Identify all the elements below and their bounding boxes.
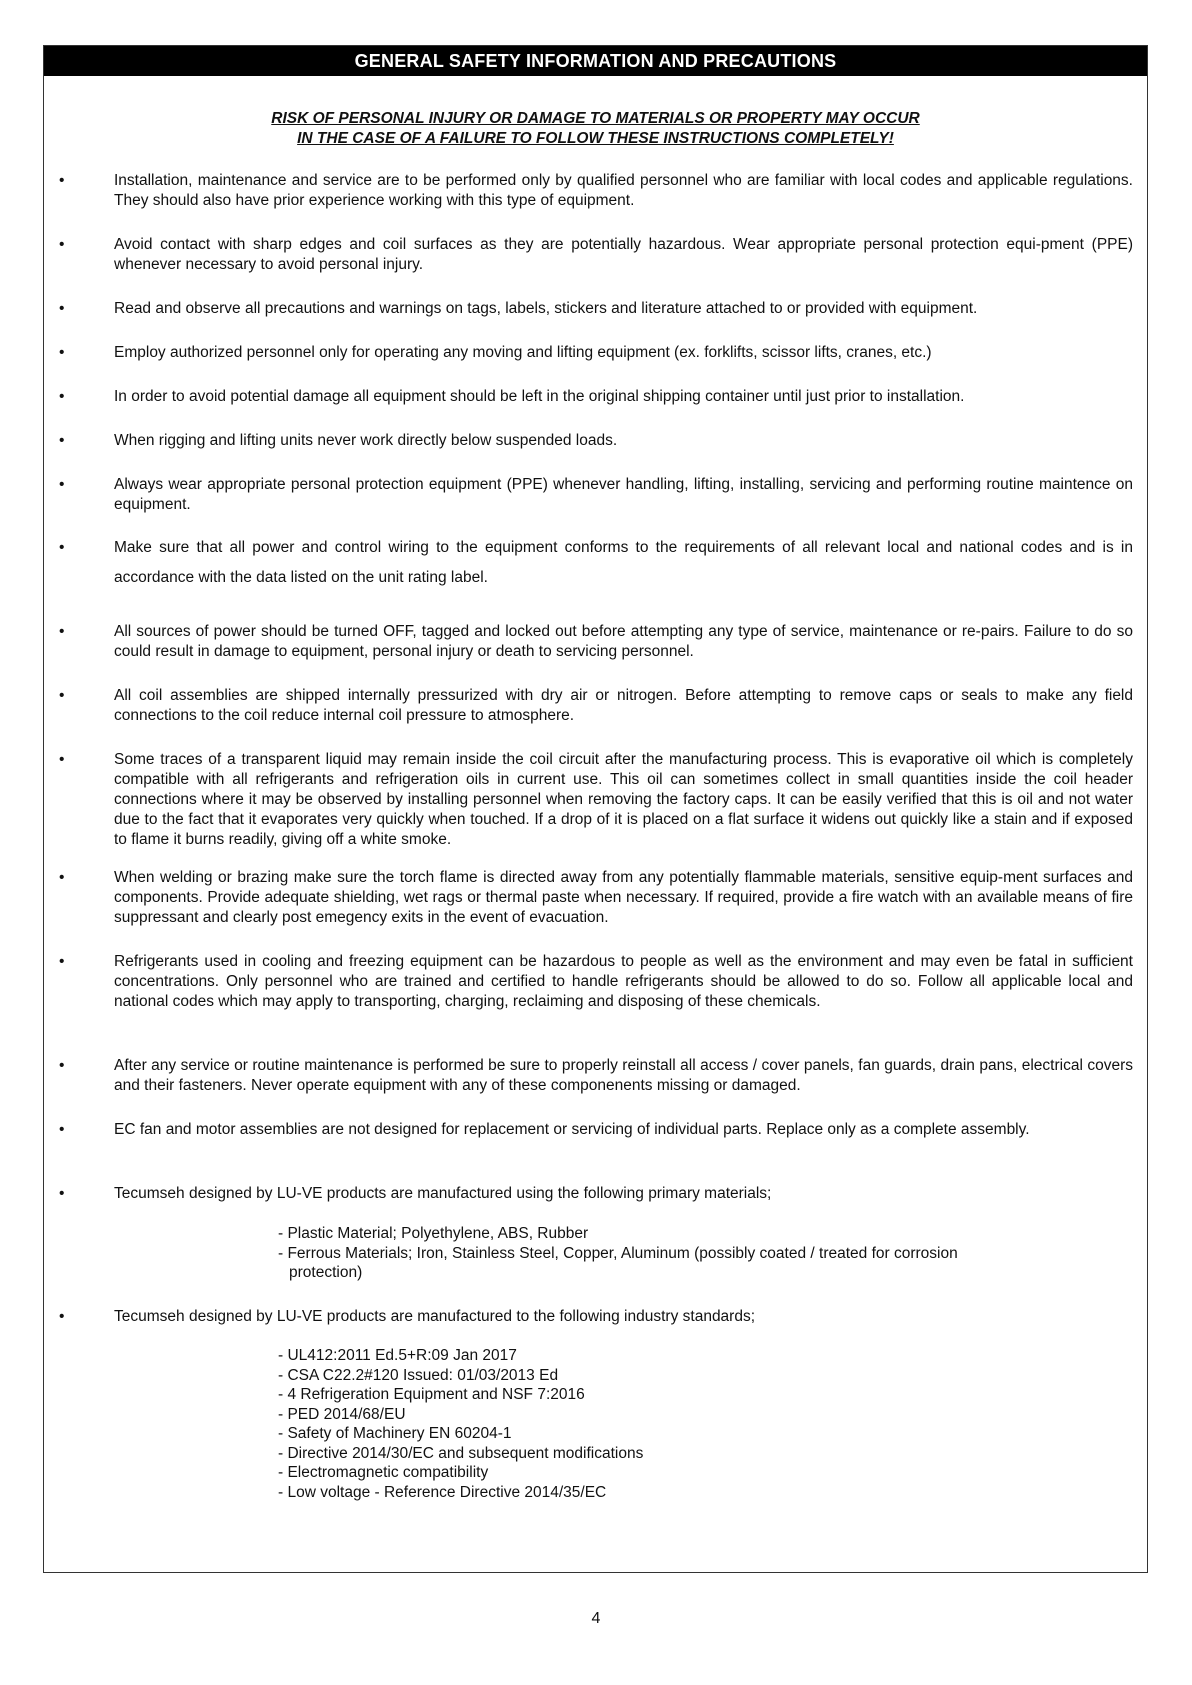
materials-list-item: - Plastic Material; Polyethylene, ABS, Rubber — [278, 1225, 589, 1242]
warning-line-1: RISK OF PERSONAL INJURY OR DAMAGE TO MATERIALS OR PROPERTY MAY OCCUR — [271, 110, 920, 127]
list-item-text: Some traces of a transparent liquid may remain inside the coil circuit after the manufacturing process. This is evaporative oil which is completely compatible with all refrigerants and refrigeration oils in current use. This oil can sometimes collect in small quantities inside the coil header connections where it may be observed by installing personnel when removing the factory caps. It can be easily verified that this is oil and not water due to the fact that it evaporates very quickly when touched. If a drop of it is placed on a flat surface it widens out quickly like a stain and if exposed to flame it burns readily, giving off a white smoke. — [114, 751, 1133, 848]
list-item-text: Tecumseh designed by LU-VE products are manufactured to the following industry standards; — [114, 1308, 756, 1325]
list-item-text: Tecumseh designed by LU-VE products are manufactured using the following primary materials; — [114, 1185, 772, 1202]
bullet-icon: • — [59, 1121, 65, 1138]
bullet-icon: • — [59, 687, 65, 704]
page-number: 4 — [591, 1610, 601, 1627]
section-title: GENERAL SAFETY INFORMATION AND PRECAUTIONS — [44, 46, 1147, 76]
bullet-icon: • — [59, 388, 65, 405]
list-item-text: Installation, maintenance and service are to be performed only by qualified personnel who are familiar with local codes and applicable regulations. They should also have prior experience working with this type of equipment. — [114, 172, 1133, 209]
bullet-icon: • — [59, 236, 65, 253]
list-item-text: Always wear appropriate personal protection equipment (PPE) whenever handling, lifting, installing, servicing and performing routine maintence on equipment. — [114, 476, 1133, 513]
list-item-text: Refrigerants used in cooling and freezing equipment can be hazardous to people as well as the environment and may even be fatal in sufficient concentrations. Only personnel who are trained and certified to handle refrigerants should be allowed to do so. Follow all applicable local and national codes which may apply to transporting, charging, reclaiming and disposing of these chemicals. — [114, 953, 1133, 1010]
standards-list-item: - PED 2014/68/EU — [278, 1405, 406, 1423]
list-item-text: In order to avoid potential damage all equipment should be left in the original shipping container until just prior to installation. — [114, 388, 965, 405]
standards-list-item: - 4 Refrigeration Equipment and NSF 7:2016 — [278, 1386, 585, 1403]
warning-statement — [44, 109, 1147, 149]
bullet-icon: • — [59, 300, 65, 317]
standards-list-item: - Safety of Machinery EN 60204-1 — [278, 1425, 512, 1442]
materials-list — [278, 1224, 967, 1283]
bullet-icon: • — [59, 172, 65, 189]
bullet-icon: • — [59, 869, 65, 886]
bullet-icon: • — [59, 1057, 65, 1074]
standards-list-item: - UL412:2011 Ed.5+R:09 Jan 2017 — [278, 1347, 517, 1364]
bullet-icon: • — [59, 432, 65, 449]
safety-section-frame — [43, 45, 1148, 1573]
standards-list — [278, 1346, 967, 1502]
list-item-text: Avoid contact with sharp edges and coil surfaces as they are potentially hazardous. Wear appropriate personal protection equi-pment (PPE) whenever necessary to avoid personal injury. — [114, 236, 1133, 273]
standards-list-item: - CSA C22.2#120 Issued: 01/03/2013 Ed — [278, 1366, 559, 1384]
materials-list-item: - Ferrous Materials; Iron, Stainless Steel, Copper, Aluminum (possibly coated / treated for corrosion protection) — [278, 1244, 958, 1281]
list-item-text: When rigging and lifting units never work directly below suspended loads. — [114, 432, 618, 449]
bullet-icon: • — [59, 539, 65, 556]
bullet-icon: • — [59, 623, 65, 640]
list-item-text: After any service or routine maintenance is performed be sure to properly reinstall all access / cover panels, fan guards, drain pans, electrical covers and their fasteners. Never operate equipment with any of these componenents missing or damaged. — [114, 1057, 1133, 1094]
list-item-text: Employ authorized personnel only for operating any moving and lifting equipment (ex. forklifts, scissor lifts, cranes, etc.) — [114, 344, 932, 361]
list-item-text: All sources of power should be turned OFF, tagged and locked out before attempting any type of service, maintenance or re-pairs. Failure to do so could result in damage to equipment, personal injury or death to servicing personnel. — [114, 623, 1133, 660]
bullet-icon: • — [59, 344, 65, 361]
bullet-icon: • — [59, 953, 65, 970]
list-item-text: Read and observe all precautions and warnings on tags, labels, stickers and literature attached to or provided with equipment. — [114, 300, 978, 317]
list-item-text: EC fan and motor assemblies are not designed for replacement or servicing of individual parts. Replace only as a complete assembly. — [114, 1121, 1030, 1138]
standards-list-item: - Directive 2014/30/EC and subsequent modifications — [278, 1444, 644, 1462]
standards-list-item: - Electromagnetic compatibility — [278, 1464, 489, 1481]
warning-line-2: IN THE CASE OF A FAILURE TO FOLLOW THESE INSTRUCTIONS COMPLETELY! — [297, 130, 894, 147]
bullet-icon: • — [59, 751, 65, 768]
bullet-icon: • — [59, 1308, 65, 1325]
bullet-icon: • — [59, 476, 65, 493]
list-item-text: When welding or brazing make sure the torch flame is directed away from any potentially flammable materials, sensitive equip-ment surfaces and components. Provide adequate shielding, wet rags or thermal paste when necessary. If required, provide a fire watch with an available means of fire suppressant and clearly post emegency exits in the event of evacuation. — [114, 869, 1133, 926]
bullet-icon: • — [59, 1185, 65, 1202]
list-item-text: Make sure that all power and control wiring to the equipment conforms to the requirements of all relevant local and national codes and is in accordance with the data listed on the unit rating label. — [114, 539, 1133, 586]
standards-list-item: - Low voltage - Reference Directive 2014/35/EC — [278, 1483, 607, 1501]
list-item-text: All coil assemblies are shipped internally pressurized with dry air or nitrogen. Before attempting to remove caps or seals to make any field connections to the coil reduce internal coil pressure to atmosphere. — [114, 687, 1133, 724]
